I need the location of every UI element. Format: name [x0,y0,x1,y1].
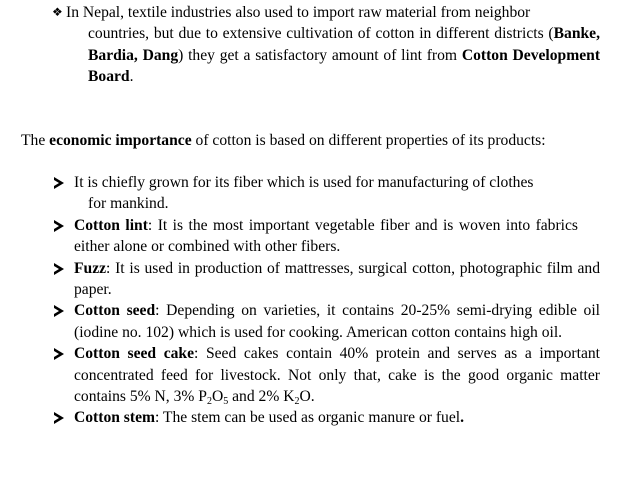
board-name: Cotton Development Board [88,46,601,86]
intro-line-3: ) they get a satisfactory amount of lint from [178,46,458,64]
arrow-bullet-icon [54,348,64,360]
intro-paragraph [52,2,600,88]
item-text: : It is the most important vegetable fiber and is woven into fabrics [147,216,578,234]
item-label: Cotton lint [74,216,148,234]
importance-list [52,172,600,429]
subscript: 2 [206,396,212,408]
item-text-chem: O [211,388,224,406]
item-text: It is chiefly grown for its fiber which is used for manufacturing of clothes [74,174,534,191]
item-text: : Depending on varieties, it contains 20-25% semi-drying edible oil (iodine no. 102) which is used for cooking. American cotton contains high oil. [74,302,600,341]
econ-pre: The [21,132,50,149]
econ-post: of cotton is based on different properties of its products: [191,132,546,149]
intro-period: . [129,68,134,86]
econ-bold: economic importance [49,132,192,149]
intro-line-2: countries, but due to extensive cultivation of cotton in different districts [88,25,544,43]
item-end: . [460,409,465,427]
arrow-bullet-icon [54,412,64,424]
item-text-chem: O. [299,388,315,406]
subscript: 5 [223,396,229,408]
intro-first-line [52,2,600,23]
arrow-bullet-icon [54,220,64,232]
arrow-bullet-icon [54,305,64,317]
item-label: Fuzz [74,259,107,277]
list-item [52,407,600,428]
item-label: Cotton seed [74,302,156,320]
diamond-bullet-icon: ❖ [52,5,63,19]
subscript: 2 [294,396,300,408]
arrow-bullet-icon [54,177,64,189]
item-text-cont: either alone or combined with other fibers. [74,238,341,256]
intro-paren-open: ( [548,25,554,43]
item-text-chem: and 2% K [228,388,295,406]
arrow-bullet-icon [54,263,64,275]
list-item [52,343,600,407]
item-label: Cotton seed cake [74,345,195,363]
list-item [52,215,600,258]
intro-line-1: In Nepal, textile industries also used to import raw material from neighbor [66,4,531,21]
districts-text: Banke, Bardia, Dang [88,25,600,64]
item-text: : The stem can be used as organic manure or fuel [154,409,461,427]
list-item [52,258,600,301]
list-item [52,300,600,343]
item-label: Cotton stem [74,409,155,427]
list-item [52,172,600,215]
intro-continuation [52,23,600,87]
item-text-cont: for mankind. [88,195,169,213]
item-text: : It is used in production of mattresses, surgical cotton, photographic film and paper. [74,259,600,299]
item-text: : Seed cakes contain 40% protein and serves as a important concentrated feed for livestock. Not only that, cake is the good organic matter contains 5% N, 3% P [74,345,600,406]
econ-paragraph [21,130,600,151]
